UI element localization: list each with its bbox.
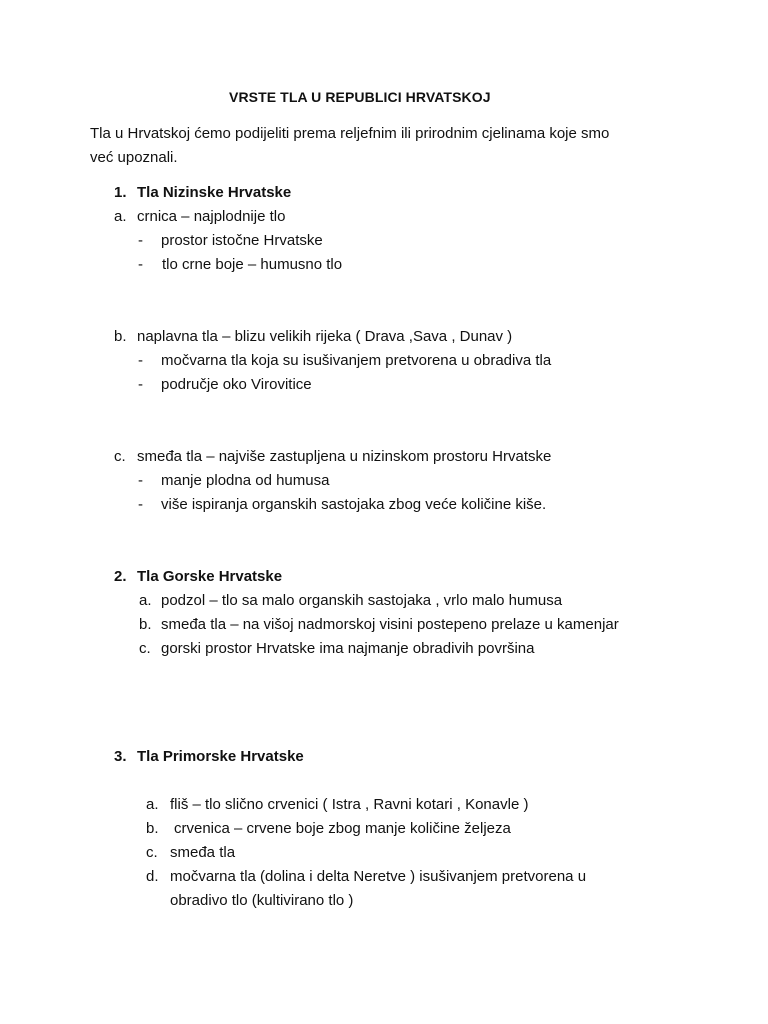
bullet-item: područje oko Virovitice (161, 376, 312, 393)
section-3-heading: Tla Primorske Hrvatske (137, 748, 304, 765)
bullet-dash: - (138, 496, 143, 513)
item-marker: c. (139, 640, 151, 657)
list-item-continuation: obradivo tlo (kultivirano tlo ) (170, 892, 354, 909)
item-marker: c. (114, 448, 126, 465)
bullet-item: močvarna tla koja su isušivanjem pretvorena u obradiva tla (161, 352, 552, 369)
document-title: VRSTE TLA U REPUBLICI HRVATSKOJ (229, 89, 491, 105)
item-marker: a. (146, 796, 159, 813)
item-marker: a. (114, 208, 127, 225)
intro-line-1: Tla u Hrvatskoj ćemo podijeliti prema reljefnim ili prirodnim cjelinama koje smo (90, 125, 610, 142)
list-item: smeđa tla – najviše zastupljena u nizinskom prostoru Hrvatske (137, 448, 552, 465)
item-marker: c. (146, 844, 158, 861)
bullet-dash: - (138, 256, 143, 273)
item-marker: b. (146, 820, 159, 837)
item-marker: d. (146, 868, 159, 885)
section-1-number: 1. (114, 184, 127, 201)
list-item: smeđa tla (170, 844, 236, 861)
bullet-dash: - (138, 376, 143, 393)
bullet-item: tlo crne boje – humusno tlo (162, 256, 343, 273)
list-item: podzol – tlo sa malo organskih sastojaka , vrlo malo humusa (161, 592, 563, 609)
bullet-dash: - (138, 472, 143, 489)
item-marker: a. (139, 592, 152, 609)
section-2-number: 2. (114, 568, 127, 585)
list-item: naplavna tla – blizu velikih rijeka ( Drava ,Sava , Dunav ) (137, 328, 513, 345)
list-item: gorski prostor Hrvatske ima najmanje obradivih površina (161, 640, 535, 657)
list-item: crnica – najplodnije tlo (137, 208, 286, 225)
item-marker: b. (114, 328, 127, 345)
list-item: smeđa tla – na višoj nadmorskoj visini postepeno prelaze u kamenjar (161, 616, 619, 633)
list-item: crvenica – crvene boje zbog manje količine željeza (174, 820, 511, 837)
bullet-item: manje plodna od humusa (161, 472, 330, 489)
section-2-heading: Tla Gorske Hrvatske (137, 568, 283, 585)
bullet-dash: - (138, 232, 143, 249)
section-3-number: 3. (114, 748, 127, 765)
list-item: močvarna tla (dolina i delta Neretve ) isušivanjem pretvorena u (170, 868, 587, 885)
section-1-heading: Tla Nizinske Hrvatske (137, 184, 292, 201)
bullet-item: više ispiranja organskih sastojaka zbog veće količine kiše. (161, 496, 547, 513)
list-item: fliš – tlo slično crvenici ( Istra , Ravni kotari , Konavle ) (170, 796, 529, 813)
bullet-dash: - (138, 352, 143, 369)
bullet-item: prostor istočne Hrvatske (161, 232, 323, 249)
item-marker: b. (139, 616, 152, 633)
intro-line-2: već upoznali. (90, 149, 178, 166)
